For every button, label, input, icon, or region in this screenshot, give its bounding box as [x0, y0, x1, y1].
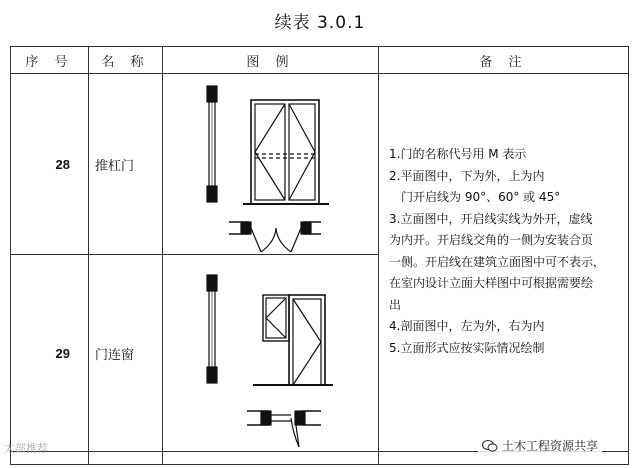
header-name: 名 称 — [89, 47, 163, 74]
header-number: 序 号 — [11, 47, 89, 74]
legend-table — [10, 46, 629, 465]
watermark-left: 太部推荐 — [4, 442, 48, 455]
wechat-icon — [482, 439, 498, 453]
row-number: 29 — [11, 255, 89, 452]
note-line: 1.门的名称代号用 M 表示 — [389, 147, 527, 161]
note-line: 为内开。开启线交角的一侧为安装合页 — [389, 233, 594, 247]
note-line: 4.剖面图中，左为外，右为内 — [389, 319, 545, 333]
table-title: 续表 3.0.1 — [274, 13, 366, 33]
watermark-right — [478, 436, 602, 455]
note-line: 在室内设计立面大样图中可根据需要绘 — [389, 276, 594, 290]
push-bar-door-figure — [163, 74, 379, 255]
header-notes: 备 注 — [379, 47, 629, 74]
door-with-window-drawing — [163, 255, 379, 451]
note-line: 出 — [389, 297, 402, 312]
door-with-window-figure — [163, 255, 379, 452]
note-line: 5.立面形式应按实际情况绘制 — [389, 340, 545, 355]
push-bar-door-drawing — [163, 74, 379, 254]
note-line: 一侧。开启线在建筑立面图中可不表示， — [389, 254, 606, 269]
header-figure: 图 例 — [163, 47, 379, 74]
note-line: 门开启线为 90°、60° 或 45° — [401, 190, 561, 204]
notes-cell — [379, 74, 629, 452]
note-line: 3.立面图中，开启线实线为外开，虚线 — [389, 211, 593, 226]
note-line: 2.平面图中，下为外，上为内 — [389, 168, 545, 183]
table-row — [11, 74, 629, 255]
header-row — [11, 47, 629, 74]
row-number: 28 — [11, 74, 89, 255]
row-name: 门连窗 — [89, 255, 163, 452]
row-name: 推杠门 — [89, 74, 163, 255]
watermark-right-text: 土木工程资源共享 — [502, 439, 599, 453]
